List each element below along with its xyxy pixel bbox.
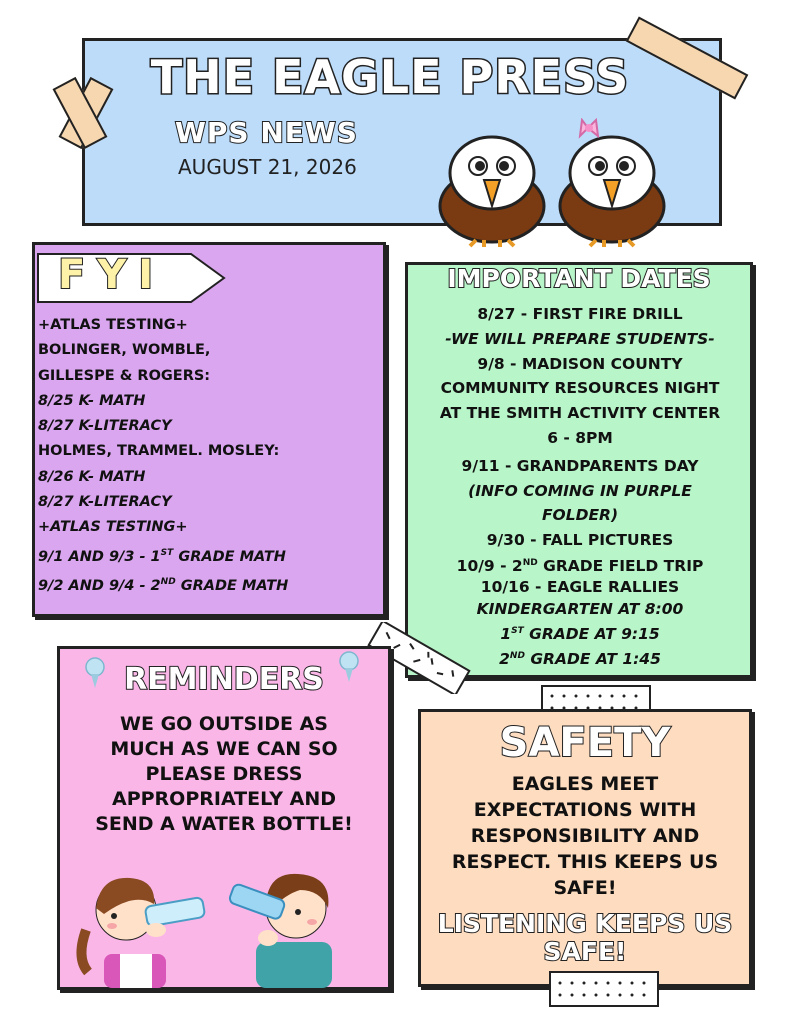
eagle-with-bow-icon — [552, 118, 672, 248]
fyi-line: GILLESPE & ROGERS: — [38, 367, 211, 384]
fyi-line: +ATLAS TESTING+ — [38, 519, 188, 536]
fyi-content — [38, 313, 378, 599]
dates-heading: IMPORTANT DATES — [447, 264, 711, 293]
date-line: FOLDER) — [541, 506, 619, 525]
safety-line: RESPECT. THIS KEEPS US — [451, 851, 719, 873]
date-line: 9/8 - MADISON COUNTY — [477, 354, 683, 373]
reminder-line: SEND A WATER BOTTLE! — [95, 813, 353, 835]
boy-drinking-icon — [228, 860, 358, 988]
safety-content — [420, 771, 750, 901]
safety-line: RESPONSIBILITY AND — [470, 825, 700, 847]
safety-heading: SAFETY — [499, 720, 671, 766]
date-line: 8/27 - FIRST FIRE DRILL — [477, 305, 683, 323]
date-line: -WE WILL PREPARE STUDENTS- — [445, 329, 715, 348]
reminder-line: WE GO OUTSIDE AS — [120, 713, 328, 735]
date-line: AT THE SMITH ACTIVITY CENTER — [439, 404, 721, 423]
safety-line: SAFE! — [553, 877, 617, 899]
date-line: 9/11 - GRANDPARENTS DAY — [461, 456, 699, 475]
fyi-line: 8/25 K- MATH — [38, 392, 146, 409]
tape-icon — [548, 970, 660, 1008]
safety-listening-line: LISTENING KEEPS US — [437, 909, 733, 938]
date-line: 10/9 - 2ND GRADE FIELD TRIP — [456, 557, 704, 576]
header-date: AUGUST 21, 2026 — [178, 155, 357, 179]
safety-listening-line: SAFE! — [543, 937, 627, 966]
reminders-heading: REMINDERS — [124, 662, 324, 697]
fyi-line: 9/1 AND 9/3 - 1ST GRADE MATH — [38, 547, 286, 565]
reminder-line: MUCH AS WE CAN SO — [110, 738, 338, 760]
fyi-line: 9/2 AND 9/4 - 2ND GRADE MATH — [38, 576, 289, 594]
fyi-line: HOLMES, TRAMMEL. MOSLEY: — [38, 443, 280, 460]
safety-line: EAGLES MEET — [511, 773, 659, 795]
fyi-line: 8/27 K-LITERACY — [38, 418, 172, 435]
girl-drinking-icon — [64, 868, 214, 988]
reminder-line: APPROPRIATELY AND — [111, 788, 337, 810]
header-subtitle: WPS NEWS — [175, 116, 358, 149]
date-line: (INFO COMING IN PURPLE — [468, 481, 692, 500]
fyi-line: 8/27 K-LITERACY — [38, 494, 172, 511]
fyi-line: +ATLAS TESTING+ — [38, 317, 188, 333]
date-line: 9/30 - FALL PICTURES — [486, 531, 674, 550]
eagle-icon — [432, 128, 552, 248]
safety-listening — [420, 910, 750, 966]
date-line: 1ST GRADE AT 9:15 — [500, 625, 660, 644]
safety-line: EXPECTATIONS WITH — [473, 799, 697, 821]
date-line: COMMUNITY RESOURCES NIGHT — [440, 379, 720, 398]
reminder-line: PLEASE DRESS — [145, 763, 303, 785]
fyi-line: BOLINGER, WOMBLE, — [38, 342, 211, 359]
date-line: KINDERGARTEN AT 8:00 — [476, 600, 684, 619]
reminders-content — [60, 712, 388, 837]
date-line: 6 - 8PM — [547, 428, 613, 447]
fyi-heading: FYI — [58, 252, 166, 298]
date-line: 2ND GRADE AT 1:45 — [499, 650, 661, 669]
dates-content — [408, 302, 752, 670]
date-line: 10/16 - EAGLE RALLIES — [480, 578, 680, 597]
header-title: THE EAGLE PRESS — [150, 50, 630, 104]
fyi-line: 8/26 K- MATH — [38, 468, 146, 485]
